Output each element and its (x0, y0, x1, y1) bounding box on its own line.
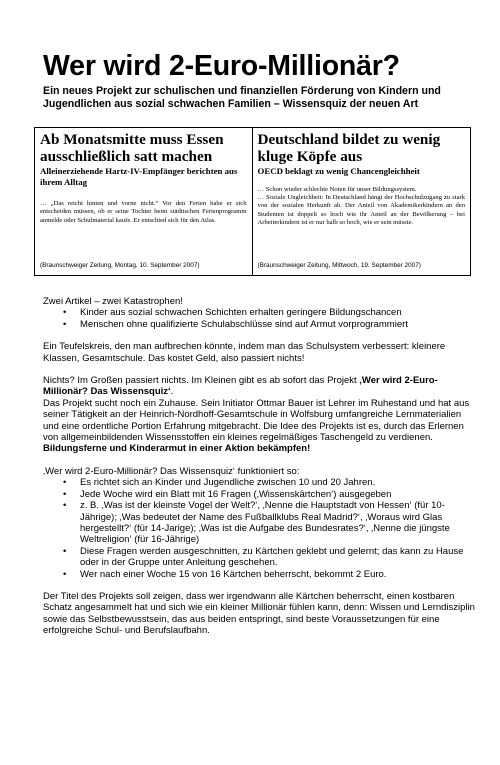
article-source: (Braunschweiger Zeitung, Mittwoch, 19. September 2007) (257, 262, 421, 269)
bullet-icon: • (63, 500, 67, 512)
paragraph-conclusion: Der Titel des Projekts soll zeigen, dass wer irgendwann alle Kärtchen beherrscht, einen kostbaren Schatz angesammelt hat und sich wie ein kleiner Millionär fühlen kann, denn: Wissen und Lerndisziplin sowie das Selbstbewusstsein, das aus beiden entspringt, sind beste Voraussetzungen für eine erfolgreiche Schul- und Berufslaufbahn. (43, 590, 475, 637)
howto-bullet-list (43, 477, 475, 580)
bullet-icon: • (63, 488, 67, 500)
article-oecd (253, 128, 471, 275)
list-item: • Kinder aus sozial schwachen Schichten erhalten geringere Bildungschancen (63, 307, 402, 319)
bullet-icon: • (63, 307, 67, 319)
project-name: ‚Wer wird 2-Euro-Millionär? Das Wissensquiz‘ (43, 375, 438, 398)
newspaper-clippings-box (34, 127, 471, 276)
article-headline: Ab Monatsmitte muss Essen ausschließlich satt machen (40, 131, 224, 165)
list-item: • Menschen ohne qualifizierte Schulabschlüsse sind auf Armut vorprogrammiert (63, 318, 408, 330)
intro-line: Zwei Artikel – zwei Katastrophen! (43, 296, 183, 307)
list-item: • Wer nach einer Woche 15 von 16 Kärtchen beherrscht, bekommt 2 Euro. (63, 568, 387, 580)
list-item: • Es richtet sich an Kinder und Jugendliche zwischen 10 und 20 Jahren. (63, 477, 376, 489)
paragraph-project-intro: Nichts? Im Großen passiert nichts. Im Kleinen gibt es ab sofort das Projekt ‚Wer wird 2-Euro-Millionär? Das Wissensquiz‘. (43, 375, 438, 398)
article-source: (Braunschweiger Zeitung, Montag, 10. September 2007) (40, 262, 200, 269)
article-hartz-iv (35, 128, 253, 275)
intro-bullet-list (43, 307, 475, 330)
bullet-icon: • (63, 318, 67, 330)
article-subhead: Alleinerziehende Hartz-IV-Empfänger berichten aus ihrem Alltag (40, 166, 238, 187)
article-excerpt: … Soziale Ungleichheit: In Deutschland hängt der Hochschulzugang zu stark von der sozialen Herkunft ab. Der Anteil von Akademikerkindern an den Studenten ist doppelt so hoch wie ihr Anteil an der Bevölkerung – bei Arbeiterkindern ist er nur halb so hoch, wie er sein müsste. (257, 193, 465, 227)
bullet-icon: • (63, 477, 67, 489)
paragraph-project-description: Das Projekt sucht noch ein Zuhause. Sein Initiator Ottmar Bauer ist Lehrer im Ruhestand und hat aus seiner Tätigkeit an der Heinrich-Nordhoff-Gesamtschule in Wolfsburg umfangreiche Lernmaterialien und eine ordentliche Portion Erfahrung mitgebracht. Die Idee des Projekts ist es, durch das Erlernen von allgemeinbildenden Wissensstoffen ein kleines regelmäßiges Taschengeld zu verdienen. Bildungsferne und Kinderarmut in einer Aktion bekämpfen! (43, 397, 470, 455)
project-slogan: Bildungsferne und Kinderarmut in einer Aktion bekämpfen! (43, 443, 311, 455)
document-subtitle: Ein neues Projekt zur schulischen und finanziellen Förderung von Kindern und Jugendlichen aus sozial schwachen Familien – Wissensquiz der neuen Art (43, 85, 441, 110)
article-excerpt: … „Das reicht hinten und vorne nicht.“ Vor den Ferien habe er sich entscheiden müssen, ob er seine Tochter beim städtischen Ferienprogramm anmelde oder Schulmaterial kaufe. Er entschied sich für den Atlas. (40, 200, 247, 224)
article-headline: Deutschland bildet zu wenig kluge Köpfe aus (257, 131, 441, 165)
article-excerpt: … Schon wieder schlechte Noten für unser Bildungssystem. (257, 185, 417, 193)
document-body (43, 296, 475, 637)
paragraph-vicious-circle: Ein Teufelskreis, den man aufbrechen könnte, indem man das Schulsystem verbessert: kleinere Klassen, Gesamtschule. Das kostet Geld, also passiert nichts! (43, 341, 446, 364)
bullet-icon: • (63, 568, 67, 580)
paragraph-howto-intro: ‚Wer wird 2-Euro-Millionär? Das Wissensquiz‘ funktioniert so: (43, 465, 300, 477)
list-item: • Jede Woche wird ein Blatt mit 16 Fragen (‚Wissenskärtchen‘) ausgegeben (63, 488, 392, 500)
article-subhead: OECD beklagt zu wenig Chancengleichheit (257, 166, 420, 176)
list-item: • Diese Fragen werden ausgeschnitten, zu Kärtchen geklebt und gelernt; das kann zu Hause oder in der Gruppe unter Anleitung geschehen. (63, 545, 464, 569)
bullet-icon: • (63, 545, 67, 557)
list-item: • z. B. ‚Was ist der kleinste Vogel der Welt?‘, ‚Nenne die Hauptstadt von Hessen‘ (für 10-Jährige); ‚Was bedeutet der Name des Fußballklubs Real Madrid?‘, ‚Woraus wird Glas hergestellt?‘ (für 14-Jarige); ‚Was ist die Aufgabe des Bundesrates?‘, ‚Nenne die jüngste Weltreligion‘ (für 16-Jährige) (63, 500, 450, 546)
document-title: Wer wird 2-Euro-Millionär? (43, 50, 400, 82)
